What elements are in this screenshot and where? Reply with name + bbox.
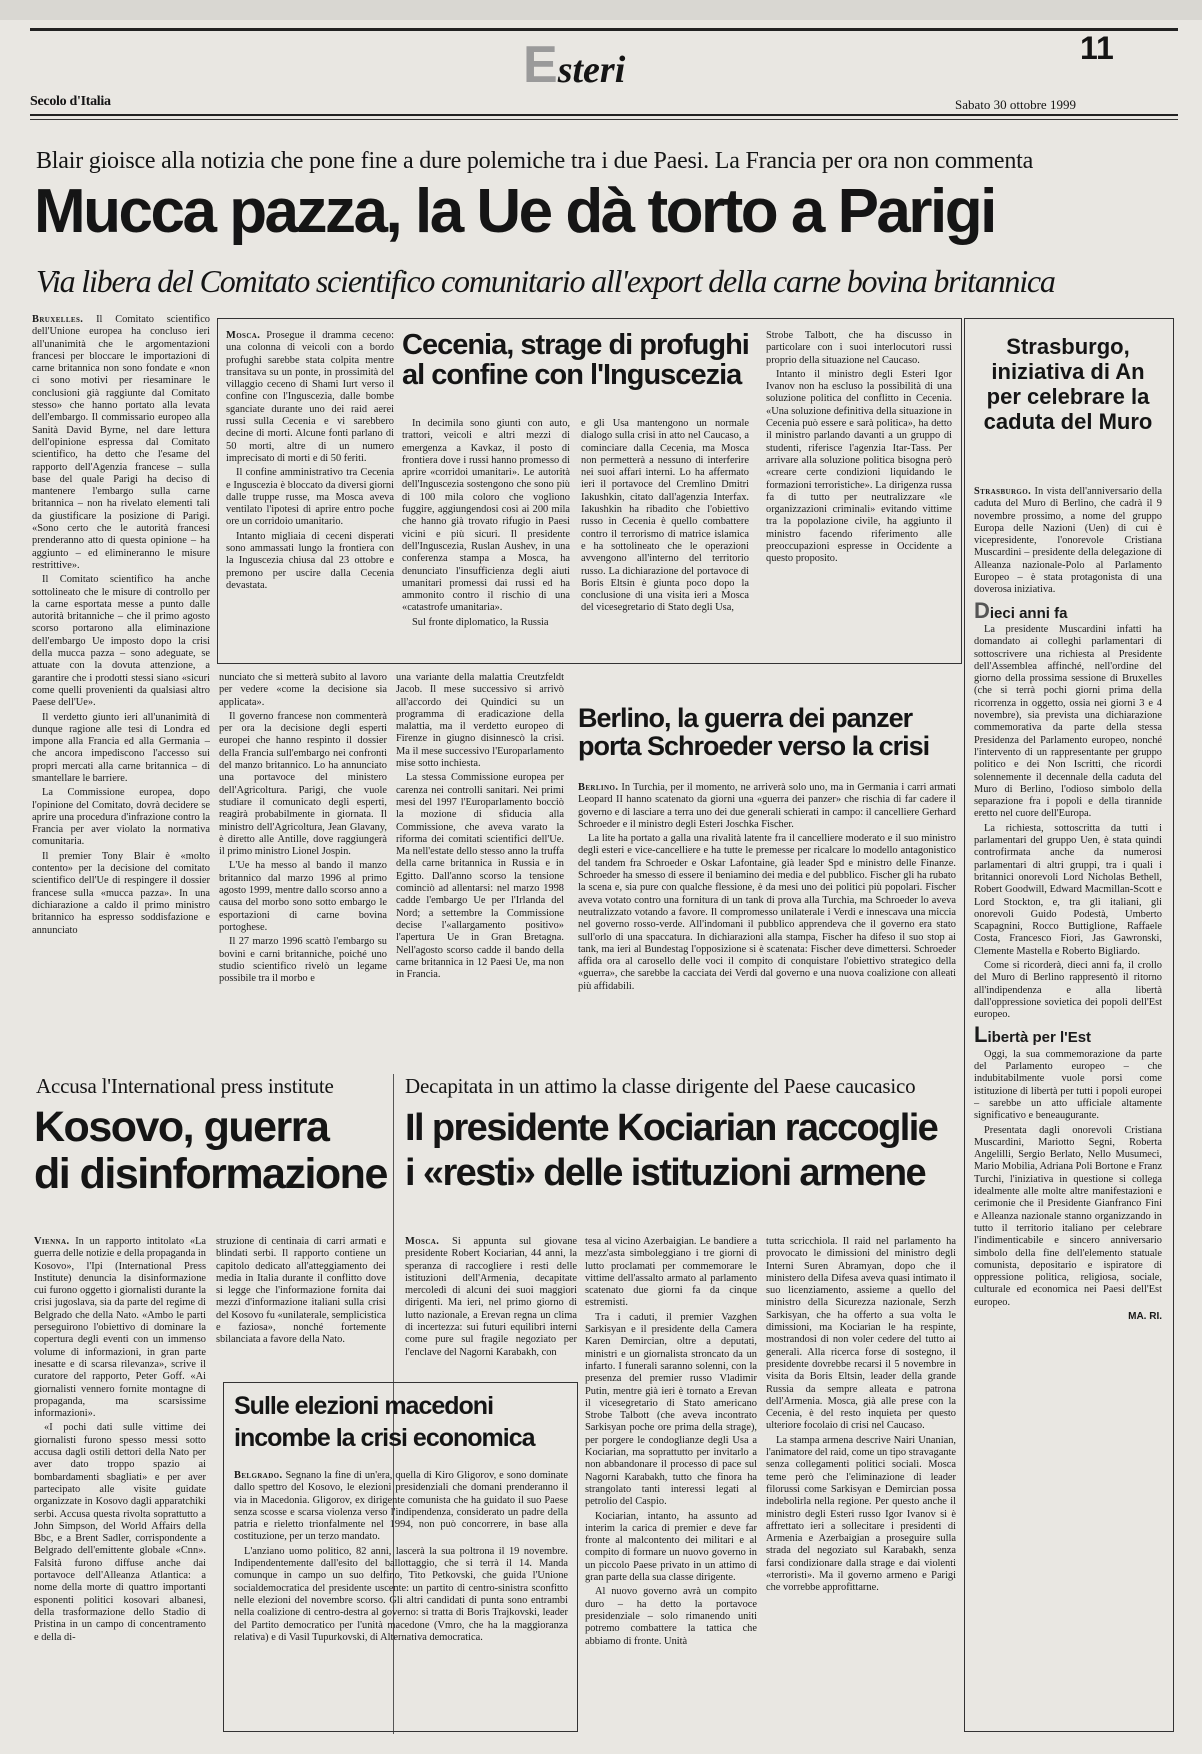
cecenia-column-3 (581, 418, 749, 656)
macedonia-headline (234, 1390, 535, 1454)
sidebar-paragraph (974, 486, 1162, 597)
sidebar-body (974, 486, 1162, 1724)
kosovo-headline (34, 1104, 387, 1198)
sidebar-subhead-initial: D (974, 597, 990, 623)
berlino-headline-line: porta Schroeder verso la crisi (578, 731, 930, 762)
section-title-rest: steri (557, 49, 626, 91)
cecenia-paragraph: Il confine amministrativo tra Cecenia e Inguscezia è bloccato da diversi giorni dalle truppe russe, ma Mosca aveva ventilato l'ipotesi di aprire entro poche ore un corridoio umanitario. (226, 467, 394, 528)
kociarian-dateline: Mosca. (405, 1236, 440, 1247)
sidebar-subhead-2 (974, 1022, 1162, 1048)
kociarian-paragraph: La stampa armena descrive Nairi Unanian, l'animatore del raid, come un tipo stravagante senza collegamenti politici sociali. Mosca teme però che l'eliminazione di leader filorussi come Sarkisyan e Demircian possa indebolirla nella regione. Per questo anche il ministro degli Esteri russo Igor Ivanov si è affrettato ieri a sollecitare i presidenti di Armenia e Azerbaigian a proseguire sulla strada del negoziato sul Karabakh, senza farsi condizionare dalla strage e dai violenti «terroristi». Ma il governo armeno e Parigi che vorrebbe approfittarne. (766, 1434, 956, 1594)
kociarian-headline-line: i «resti» delle istituzioni armene (405, 1152, 926, 1194)
kosovo-paragraph (34, 1236, 206, 1420)
lead-paragraph: L'Ue ha messo al bando il manzo britannico dal marzo 1996 al primo agosto 1999, mentre dallo scorso anno a causa del morbo sono sotto embargo le esportazioni di carne bovina portoghese. (219, 860, 387, 933)
sidebar-signature: MA. RI. (1128, 1311, 1162, 1322)
macedonia-dateline: Belgrado. (234, 1470, 283, 1481)
kociarian-overline: Decapitata in un attimo la classe dirigente del Paese caucasico (405, 1074, 916, 1098)
cecenia-column-1 (226, 330, 394, 656)
sidebar-text: In vista dell'anniversario della caduta del Muro di Berlino, che cadrà il 9 novembre prossimo, a nome del gruppo Europa delle Nazioni (Uen) di cui è vicepresidente, l'onorevole Cristiana Muscardini – presidente della delegazione di Alleanza nazionale-Polo al Parlamento Europeo – è stata protagonista di una doverosa iniziativa. (974, 486, 1162, 596)
kosovo-dateline: Vienna. (34, 1236, 70, 1247)
sidebar-paragraph: Oggi, la sua commemorazione da parte del Parlamento europeo – che indubitabilmente vuole porsi come istituzione di libertà per tutti i popoli europei – sarebbe un atto ufficiale altamente significativo e beneaugurante. (974, 1048, 1162, 1122)
lead-paragraph: La stessa Commissione europea per carenza nei controlli sanitari. Nei primi mesi del 1997 l'Europarlamento bocciò la mozione di sfiducia alla Commissione, che aveva varato la riforma dei comitati scientifici dell'Ue. Ma nell'estate dello stesso anno la truffa della carne britannica in Russia e in Egitto. Dall'anno scorso la tensione cominciò ad allentarsi: nel marzo 1998 cadde l'embargo Ue per l'Irlanda del Nord; a settembre la Commissione decise l'«allargamento positivo» l'apertura Ue in Gran Bretagna. Nell'agosto scorso cadde il bando della carne britannica in 12 Paesi Ue, ma non in Francia. (396, 772, 564, 981)
kociarian-headline-line: Il presidente Kociarian raccoglie (405, 1107, 938, 1149)
cecenia-dateline: Mosca. (226, 330, 261, 341)
berlino-body (578, 782, 956, 1058)
lead-headline: Mucca pazza, la Ue dà torto a Parigi (34, 177, 995, 246)
lead-subhead: Via libera del Comitato scientifico comunitario all'export della carne bovina britannica (36, 263, 1055, 299)
lead-paragraph (32, 314, 210, 572)
cecenia-paragraph: Strobe Talbott, che ha discusso in particolare con i suoi interlocutori russi proprio della situazione nel Caucaso. (766, 330, 952, 366)
kociarian-paragraph: Tra i caduti, il premier Vazghen Sarkisyan e il presidente della Camera Karen Demircian, oltre a deputati, ministri e un giornalista stroncato da un infarto. I funerali saranno solenni, con la presenza del premier russo Vladimir Putin, mentre già ieri è tornato a Erevan il vicesegretario di Stato americano Strobe Talbott (che aveva incontrato Sarkisyan poche ore prima della strage), per porgere le condoglianze degli Usa a Kociarian, ma soprattutto per invitarlo a non abbandonare il processo di pace sul Nagorni Karabakh, tutto che finora ha strangolato tanti interessi legati al petrolio del Caspio. (585, 1311, 757, 1508)
kociarian-paragraph: Al nuovo governo avrà un compito duro – ha detto la portavoce presidenziale – solo rimanendo uniti potremo combattere la tattica che abbiamo di fronte. Unità (585, 1586, 757, 1647)
macedonia-paragraph (234, 1470, 568, 1544)
issue-date: Sabato 30 ottobre 1999 (955, 97, 1076, 112)
cecenia-headline-line: al confine con l'Inguscezia (402, 359, 742, 392)
lead-paragraph: La Commissione europea, dopo l'opinione del Comitato, dovrà decidere se aprire una procedura d'infrazione contro la Francia per aver violato la normativa comunitaria. (32, 787, 210, 848)
kociarian-paragraph: Kociarian, intanto, ha assunto ad interim la carica di premier e deve far fronte al malcontento dei militari e al compito di formare un nuovo governo in un piccolo Paese privato in un attimo di gran parte della sua classe dirigente. (585, 1510, 757, 1584)
kosovo-overline: Accusa l'International press institute (36, 1074, 334, 1098)
kosovo-column-2 (216, 1236, 386, 1394)
cecenia-paragraph: Sul fronte diplomatico, la Russia (412, 616, 549, 628)
kociarian-column-1 (405, 1236, 577, 1372)
cecenia-headline (402, 330, 749, 391)
header-rule-bottom (30, 114, 1178, 116)
kosovo-paragraph: struzione di centinaia di carri armati e blindati serbi. Il rapporto contiene un capitolo dedicato all'atteggiamento dei media in Italia durante il conflitto dove si legge che l'informazione fornita dai mezzi d'informazione italiani sulla crisi del Kosovo fu «unilaterale, semplicistica e faziosa», nonché fortemente sbilanciata a favore della Nato. (216, 1236, 386, 1346)
macedonia-headline-line: Sulle elezioni macedoni (234, 1392, 494, 1420)
sidebar-paragraph: La richiesta, sottoscritta da tutti i parlamentari del gruppo Uen, è stata quindi controfirmata anche da numerosi parlamentari di altri gruppi, tra i quali i britannici onorevoli Lord Nicholas Bethell, Robert Goodwill, Edward Macmillan-Scott e Lord Stockton, e, tra gli italiani, gli onorevoli Guido Podestà, Umberto Scapagnini, Rocco Buttiglione, Raffaele Costa, Francesco Fiori, Jas Gawronski, Clemente Mastella e Roberto Bigliardo. (974, 822, 1162, 957)
sidebar-title: Strasburgo, iniziativa di An per celebrare la caduta del Muro (983, 334, 1153, 434)
kosovo-text: In un rapporto intitolato «La guerra delle notizie e della propaganda in Kosovo», l'Ipi (International Press Institute) denuncia la disinformazione cui furono oggetto i giornalisti durante la crisi jugoslava, sia da parte del regime di Belgrado che della Nato. «Ambo le parti perseguirono l'obiettivo di dominare la copertura degli eventi con un immenso volume di informazioni, in gran parte inesatte e di scarsa rilevanza», scrive il curatore del rapporto, Peter Goff. «Ai giornalisti vennero fornite montagne di propaganda, ma scarsissime informazioni». (34, 1236, 206, 1420)
lead-text: Il Comitato scientifico dell'Unione europea ha concluso ieri all'unanimità che le argomentazioni francesi per bloccare le importazioni di carne britannica non sono fondate e «non ci sono motivi per riesaminare le conclusioni già raggiunte dal Comitato stesso» che hanno portato alla levata dell'embargo. Il commissario europeo alla Sanità David Byrne, nel dare lettura dell'opinione espressa dal Comitato scientifico, ha detto che l'esame del rapporto dell'Agenzia francese – sulla base del quale Parigi ha deciso di mantenere l'embargo sulla carne britannica – non ha rivelato elementi tali da giustificare la posizione di Parigi. «Sono certo che le autorità francesi prenderanno atto di questa opinione – ha aggiunto – ed elimineranno le misure restrittive». (32, 314, 210, 571)
cecenia-text: Prosegue il dramma ceceno: una colonna di veicoli con a bordo profughi sarebbe stata colpita mentre transitava su un ponte, in prossimità del villaggio ceceno di Shami Iurt verso il confine con l'Inguscezia, dalle bombe sganciate durante uno dei raid aerei russi sulla Cecenia e vi sarebbero decine di morti. Alcune fonti parlano di 50 morti, altre di un numero imprecisato di morti e di 50 feriti. (226, 330, 394, 464)
lead-paragraph: Il verdetto giunto ieri all'unanimità di dunque ragione alle tesi di Londra ed impone alla Francia ed alla Germania – che ancora impediscono l'accesso sui propri mercati alla carne britannica – di smantellare le barriere. (32, 711, 210, 784)
sidebar-subhead-1 (974, 597, 1162, 623)
sidebar-subhead-text: ieci anni fa (989, 604, 1068, 622)
kosovo-column-1 (34, 1236, 206, 1734)
berlino-dateline: Berlino. (578, 782, 619, 793)
lead-column-3 (396, 672, 564, 1059)
cecenia-paragraph: In decimila sono giunti con auto, trattori, veicoli e altri mezzi di emergenza a Kavkaz, il posto di frontiera dove i russi hanno promesso di aprire «corridoi umanitari». Le autorità dell'Inguscezia sostengono che sono più di 100 mila coloro che vogliono fuggire, aggiungendosi così ai 200 mila che hanno già trovato rifugio in Paesi vicini e più sicuri. Il presidente dell'Inguscezia, Ruslan Aushev, in una conferenza stampa a Mosca, ha denunciato l'insufficienza degli aiuti umanitari promessi dai russi ed ha ammonito contro il rischio di una «catastrofe umanitaria». (402, 418, 570, 614)
kociarian-paragraph (405, 1236, 577, 1359)
kociarian-paragraph: tutta scricchiola. Il raid nel parlamento ha provocato le dimissioni del ministro degli Interni Suren Abramyan, dopo che il ministero della Difesa aveva quasi intimato il suo licenziamento, assieme a quello del ministro della Sicurezza nazionale, Serzh Sarkisyan, che ha offerto a sua volta le dimissioni, ma Kociarian le ha respinte, mostrandosi di non voler cedere del tutto ai generali. Alla ricerca forse di sostegno, il presidente dovrebbe recarsi il 5 novembre in visita da Boris Eltsin, leader della grande Russia da sempre alleata e patrona dell'Armenia. Mosca, già alle prese con la Cecenia, è del resto inquieta per questo ulteriore focolaio di crisi nel Caucaso. (766, 1236, 956, 1432)
cecenia-headline-line: Cecenia, strage di profughi (402, 329, 749, 361)
macedonia-headline-line: incombe la crisi economica (234, 1424, 535, 1452)
cecenia-paragraph (226, 330, 394, 465)
header-rule-bottom-thin (30, 119, 1178, 120)
cecenia-paragraph: Intanto il ministro degli Esteri Igor Ivanov non ha escluso la possibilità di una soluzione politica del conflitto in Cecenia. «Una soluzione definitiva della situazione in Cecenia può essere e sarà politica», ha detto il ministro parlando davanti a un gruppo di studenti, riferisce l'agenzia Itar-Tass. Per arrivare alla soluzione politica bisogna però «creare certe condizioni liquidando le formazioni terroristiche». La dirigenza russa fa di tutto per neutralizzare «le organizzazioni criminali» evitando vittime tra la popolazione civile, ha aggiunto il ministro facendo riferimento alle preoccupazioni espresse in Occidente a questo proposito. (766, 368, 952, 565)
lead-column-2 (219, 672, 387, 1059)
section-title-initial: E (523, 36, 558, 94)
lead-paragraph: Il premier Tony Blair è «molto contento» per la decisione del comitato scientifico dell'Ue di respingere il dossier francese sulla «mucca pazza». In una dichiarazione a caldo il primo ministro britannico ha espresso soddisfazione e annunciato (32, 850, 210, 936)
lead-paragraph: una variante della malattia Creutzfeldt Jacob. Il mese successivo si arrivò all'accordo dei Quindici su un programma di eradicazione della malattia, ma il verdetto europeo di Firenze in giugno disinnescò la crisi. Ma il mese successivo l'Europarlamento mise sotto inchiesta. (396, 672, 564, 770)
macedonia-text: Segnano la fine di un'era, quella di Kiro Gligorov, e sono dominate dallo spettro del Kosovo, le elezioni presidenziali che domani prenderanno il via in Macedonia. Gligorov, ex dirigente comunista che ha guidato il suo Paese senza scosse e scarsa violenza verso l'indipendenza, considerato un padre della patria e rieletto trionfalmente nel 1994, non può concorrere, in base alla costituzione, per un terzo mandato. (234, 1470, 568, 1543)
berlino-paragraph (578, 782, 956, 831)
kosovo-headline-line: Kosovo, guerra (34, 1103, 329, 1151)
lead-paragraph: Il 27 marzo 1996 scattò l'embargo su bovini e carni britanniche, poiché uno studio scientifico rivelò un legame possibile tra il morbo e (219, 936, 387, 985)
sidebar-paragraph: Presentata dagli onorevoli Cristiana Muscardini, Mariotto Segni, Roberta Angelilli, Sergio Berlato, Nello Musumeci, Mario Mobilia, Adriana Poli Bortone e Franz Turchi, l'iniziativa in questione si collega idealmente alle molte altre manifestazioni e cerimonie che il Presidente Gianfranco Fini e Alleanza nazionale stanno organizzando in tutto il territorio italiano per celebrare l'indimenticabile e sincero anniversario simbolo della fine dell'elemento statuale comunista, depositario e ispiratore di oppressione politica, religiosa, sociale, culturale ed economica nei Paesi dell'Est europeo. (974, 1124, 1162, 1308)
lead-overline: Blair gioisce alla notizia che pone fine a dure polemiche tra i due Paesi. La Francia per ora non commenta (36, 148, 1034, 174)
lead-paragraph: Il governo francese non commenterà per ora la decisione degli esperti europei che hanno respinto il dossier della Francia sull'embargo nei confronti del manzo britannico. Lo ha annunciato una portavoce del ministero dell'Agricoltura. Parigi, che vuole studiare il comunicato degli esperti, reagirà probabilmente in giornata. Il ministro dell'Agricoltura, Jean Glavany, è diretto alle Antille, dove raggiungerà il primo ministro Lionel Jospin. (219, 710, 387, 858)
kosovo-paragraph: «I pochi dati sulle vittime dei giornalisti furono spesso messi sotto accusa dagli ostili dettori della Nato per aver dato troppo spazio ai bombardamenti sbagliati» e per aver partecipato alle visite guidate organizzate in Kosovo dagli apparatchiki serbi. Accusa questa rivolta soprattutto a John Simpson, del World Affairs della Bbc, e a Brent Sadler, corrispondente a Belgrado dell'emittente globale «Cnn». Falsità furono diffuse anche dai portavoce dell'Alleanza Atlantica: a nome della morte di quattro importanti esponenti politici kosovari albanesi, della trasformazione dello Stadio di Pristina in un campo di concentramento e della di- (34, 1422, 206, 1643)
lead-paragraph: Il Comitato scientifico ha anche sottolineato che le misure di controllo per la carne esportata messe a punto dalle autorità britanniche – che il primo agosto scorso portarono alla eliminazione dell'embargo Ue imposto dopo la crisi della mucca pazza – sono adeguate, se attuate con la dovuta attenzione, a garantire che i prodotti stessi siano «sicuri come quelli provenienti da qualsiasi altro Paese dell'Ue». (32, 574, 210, 709)
lead-dateline: Bruxelles. (32, 314, 84, 325)
cecenia-column-2 (402, 418, 570, 656)
lead-paragraph: nunciato che si metterà subito al lavoro per vedere «come la decisione sia applicata». (219, 672, 387, 708)
kosovo-headline-line: di disinformazione (34, 1150, 387, 1198)
page-top-band (0, 0, 1202, 20)
sidebar-subhead-initial: L (974, 1022, 988, 1048)
sidebar-paragraph: La presidente Muscardini infatti ha domandato ai colleghi parlamentari di sottoscrivere una richiesta al Presidente dell'Assemblea affinché, nell'ordine del giorno della prossima sessione di Bruxelles (che si terrà pochi giorni prima della ricorrenza in oggetto, ossia nei giorni 3 e 4 novembre), sia prevista una dichiarazione commemorativa da parte della stessa Presidenza del Parlamento europeo, nonché l'intervento di un rappresentante per gruppo politico e dei Non Iscritti, che ricordi solennemente il decennale della caduta del Muro di Berlino, l'odioso simbolo della separazione fra i popoli e della tirannide eretto nel cuore dell'Europa. (974, 623, 1162, 820)
cecenia-paragraph: Intanto migliaia di ceceni disperati sono ammassati lungo la frontiera con la Inguscezia chiusa dal 23 ottobre e premono per uscire dalla Cecenia devastata. (226, 530, 394, 591)
kociarian-headline (405, 1106, 937, 1196)
kociarian-text: Si appunta sul giovane presidente Robert Kociarian, 44 anni, la speranza di raccogliere i resti delle istituzioni dell'Armenia, decapitate mercoledì di alcuni dei suoi maggiori dirigenti. Ma ieri, nel primo giorno di lutto nazionale, a Erevan regna un clima di incertezza: sui futuri equilibri interni come pure sul fragile negoziato per l'enclave del Nagorni Karabakh, con (405, 1236, 577, 1358)
berlino-headline-line: Berlino, la guerra dei panzer (578, 703, 913, 733)
page-number: 11 (1080, 30, 1114, 66)
kociarian-column-3 (766, 1236, 956, 1734)
cecenia-paragraph: e gli Usa mantengono un normale dialogo sulla crisi in atto nel Caucaso, a cominciare dalla Cecenia, ma Mosca non permetterà a nessuno di interferire nei suoi affari interni. Lo ha affermato ieri il portavoce del Cremlino Dmitri Iakushkin, citato dall'agenzia Interfax. Iakushkin ha ribadito che l'obiettivo russo in Cecenia è quello combattere contro il terrorismo di matrice islamica e ha sottolineato che le operazioni avvengono all'interno del territorio russo. La dichiarazione del portavoce di Boris Eltsin è giunta poco dopo la conclusione di una visita ieri a Mosca del vicesegretario di Stato degli Usa, (581, 418, 749, 614)
newspaper-logo: Secolo d'Italia (30, 94, 111, 109)
berlino-headline (578, 704, 929, 761)
kociarian-column-2 (585, 1236, 757, 1734)
macedonia-paragraph: L'anziano uomo politico, 82 anni, lascerà la sua poltrona il 19 novembre. Indipendentemente dall'esito del ballottaggio, che si terrà il 14. Manda comunque in campo un suo delfino, Tito Petkovski, che guida l'Unione socialdemocratica del presidente uscente: un partito di centro-sinistra sconfitto nelle elezioni del novembre scorso. Gli altri candidati di punta sono entrambi nella coalizione di centro-destra al governo: si tratta di Boris Trajkovski, leader del Partito democratico per l'unità macedone (Vmro, che ha la maggioranza relativa) e di Vasil Tupurkovski, di Alternativa democratica. (234, 1545, 568, 1643)
berlino-text: In Turchia, per il momento, ne arriverà solo uno, ma in Germania i carri armati Leopard II hanno scatenato da giorni una «guerra dei panzer» che rischia di far cadere il governo e di lasciare a terra uno dei due generali schierati in campo: il cancelliere Gerhard Schroeder e il ministro degli Esteri Joschka Fischer. (578, 782, 956, 830)
sidebar-dateline: Strasburgo. (974, 486, 1032, 497)
header-rule-top (30, 28, 1178, 31)
sidebar-paragraph: Come si ricorderà, dieci anni fa, il crollo del Muro di Berlino rappresentò il ritorno all'indipendenza e alla libertà dall'oppressione sovietica dei popoli dell'Est europeo. (974, 959, 1162, 1021)
lead-column-1 (32, 314, 210, 1059)
cecenia-column-4 (766, 330, 952, 656)
kociarian-paragraph: tesa al vicino Azerbaigian. Le bandiere a mezz'asta simboleggiano i tre giorni di lutto proclamati per commemorare le vittime dell'assalto armato al parlamento scatenato due giorni fa da cinque estremisti. (585, 1236, 757, 1309)
macedonia-body (234, 1470, 568, 1724)
sidebar-subhead-text: ibertà per l'Est (987, 1029, 1092, 1047)
berlino-paragraph: La lite ha portato a galla una rivalità latente fra il cancelliere moderato e il suo ministro degli esteri e vice-cancelliere e ha tutte le premesse per ricalcare lo modello antagonistico del tandem fra Schroeder e Oskar Lafontaine, già leader Spd e ministro delle Finanze. Schroeder ha smesso di essere il beniamino dei media e del pubblico. Fischer gli ha rubato la scena e, sia pure con qualche flessione, è da mesi uno dei politici più popolari. Fischer aveva votato contro una fornitura di un tank di prova alla Turchia, ma Schroeder lo aveva neutralizzato votando a favore. Il compromesso unilaterale i Verdi e innescava una miccia nel governo rosso-verde. All'indomani il pubblico apprendeva che il governo era stato sull'orlo di una spaccatura. In dichiarazioni alla stampa, Fischer ha difeso il suo stop ai tank, ma ieri al Bundestag l'opposizione si è scatenata: Fischer deve dimettersi. Schroeder affida ora al carosello delle voci il compito di conquistare l'obiettivo strategico della «guerra», che sarebbe la cacciata dei Verdi dal governo e una nuova coalizione con alleati più affidabili. (578, 833, 956, 992)
section-title (523, 36, 626, 95)
